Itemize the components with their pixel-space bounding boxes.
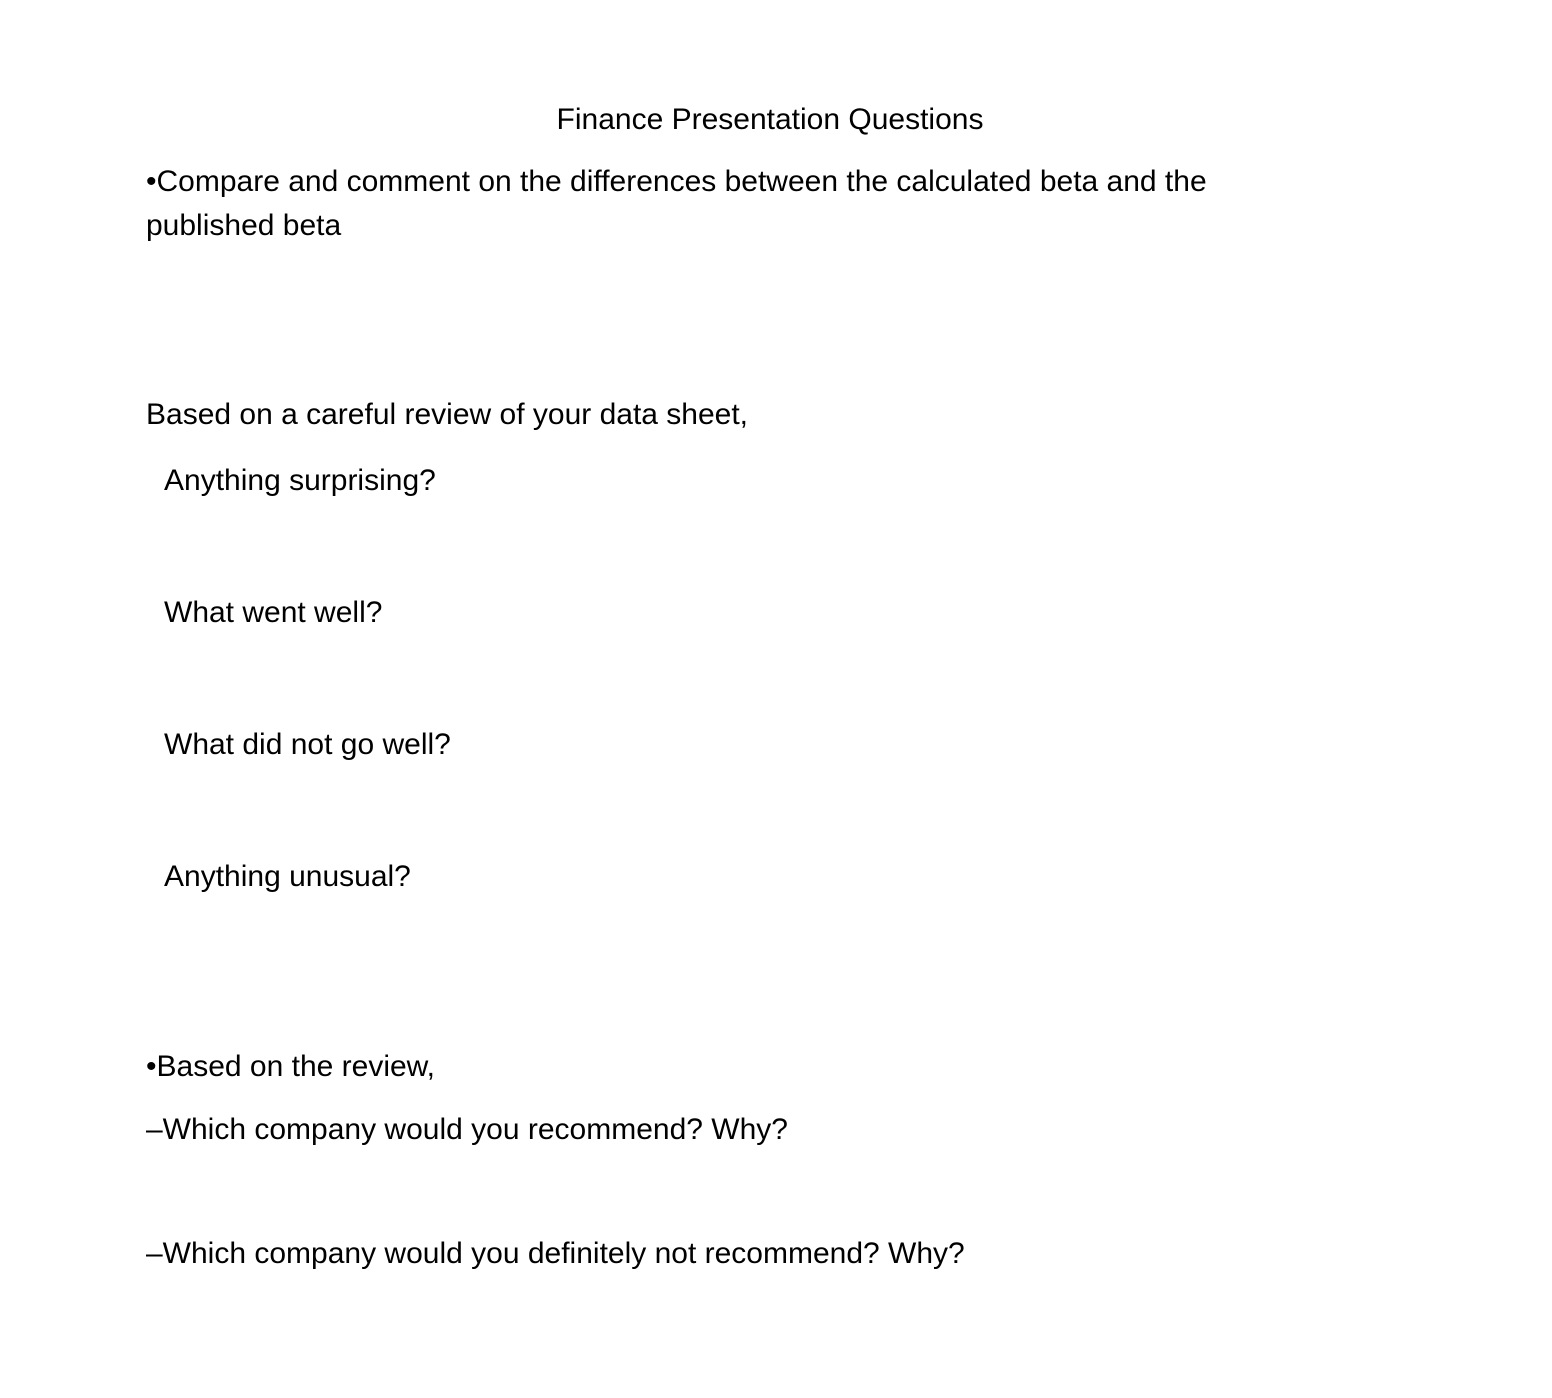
sub-question-unusual: Anything unusual? (164, 860, 411, 893)
review-intro: Based on a careful review of your data sheet, (146, 398, 749, 431)
sub-question-went-well: What went well? (164, 596, 383, 629)
sub-question-not-well: What did not go well? (164, 728, 451, 761)
question-not-recommend: –Which company would you definitely not recommend? Why? (146, 1237, 965, 1270)
sub-question-surprising: Anything surprising? (164, 464, 436, 497)
question-beta-comparison: •Compare and comment on the differences between the calculated beta and the published beta (146, 165, 1207, 242)
document-title: Finance Presentation Questions (556, 103, 984, 136)
question-recommend: –Which company would you recommend? Why? (146, 1113, 788, 1146)
review-based-intro: •Based on the review, (146, 1050, 436, 1083)
